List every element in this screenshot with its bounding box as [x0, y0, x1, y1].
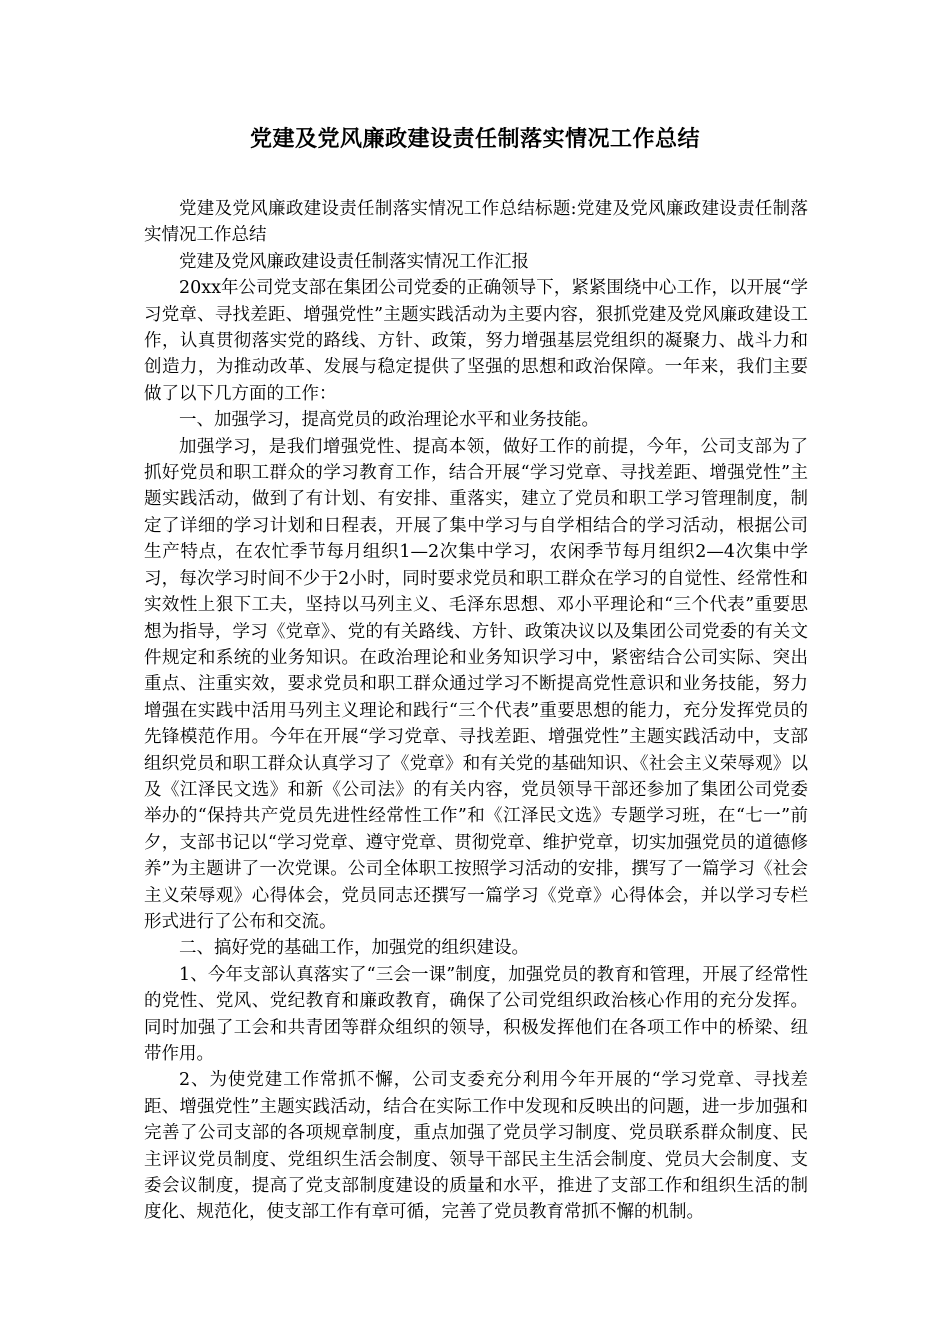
paragraph: 20xx年公司党支部在集团公司党委的正确领导下，紧紧围绕中心工作，以开展“学习党章、寻找差距、增强党性”主题实践活动为主要内容，狠抓党建及党风廉政建设工作，认真贯彻落实党的路线、方针、政策，努力增强基层党组织的凝聚力、战斗力和创造力，为推动改革、发展与稳定提供了坚强的思想和政治保障。一年来，我们主要做了以下几方面的工作：: [144, 278, 808, 404]
paragraph: 1、今年支部认真落实了“三会一课”制度，加强党员的教育和管理，开展了经常性的党性、党风、党纪教育和廉政教育，确保了公司党组织政治核心作用的充分发挥。同时加强了工会和共青团等群众组织的领导，积极发挥他们在各项工作中的桥梁、纽带作用。: [144, 964, 808, 1064]
section-heading: 一、加强学习，提高党员的政治理论水平和业务技能。: [179, 410, 599, 431]
paragraph: 党建及党风廉政建设责任制落实情况工作汇报: [179, 251, 529, 272]
paragraph: 2、为使党建工作常抓不懈，公司支委充分利用今年开展的“学习党章、寻找差距、增强党性”主题实践活动，结合在实际工作中发现和反映出的问题，进一步加强和完善了公司支部的各项规章制度，重点加强了党员学习制度、党员联系群众制度、民主评议党员制度、党组织生活会制度、领导干部民主生活会制度、党员大会制度、支委会议制度，提高了党支部制度建设的质量和水平，推进了支部工作和组织生活的制度化、规范化，使支部工作有章可循，完善了党员教育常抓不懈的机制。: [144, 1070, 808, 1223]
document-title: 党建及党风廉政建设责任制落实情况工作总结: [249, 127, 700, 152]
document-body: [144, 196, 808, 1226]
paragraph: 加强学习，是我们增强党性、提高本领，做好工作的前提，今年，公司支部为了抓好党员和职工群众的学习教育工作，结合开展“学习党章、寻找差距、增强党性”主题实践活动，做到了有计划、有安排、重落实，建立了党员和职工学习管理制度，制定了详细的学习计划和日程表，开展了集中学习与自学相结合的学习活动，根据公司生产特点，在农忙季节每月组织1—2次集中学习，农闲季节每月组织2—4次集中学习，每次学习时间不少于2小时，同时要求党员和职工群众在学习的自觉性、经常性和实效性上狠下工夫，坚持以马列主义、毛泽东思想、邓小平理论和“三个代表”重要思想为指导，学习《党章》、党的有关路线、方针、政策决议以及集团公司党委的有关文件规定和系统的业务知识。在政治理论和业务知识学习中，紧密结合公司实际、突出重点、注重实效，要求党员和职工群众通过学习不断提高党性意识和业务技能，努力增强在实践中活用马列主义理论和践行“三个代表”重要思想的能力，充分发挥党员的先锋模范作用。今年在开展“学习党章、寻找差距、增强党性”主题实践活动中，支部组织党员和职工群众认真学习了《党章》和有关党的基础知识、《社会主义荣辱观》以及《江泽民文选》和新《公司法》的有关内容，党员领导干部还参加了集团公司党委举办的“保持共产党员先进性经常性工作”和《江泽民文选》专题学习班，在“七一”前夕，支部书记以“学习党章、遵守党章、贯彻党章、维护党章，切实加强党员的道德修养”为主题讲了一次党课。公司全体职工按照学习活动的安排，撰写了一篇学习《社会主义荣辱观》心得体会，党员同志还撰写一篇学习《党章》心得体会，并以学习专栏形式进行了公布和交流。: [144, 436, 808, 932]
paragraph: 党建及党风廉政建设责任制落实情况工作总结标题:党建及党风廉政建设责任制落实情况工作总结: [144, 199, 808, 246]
section-heading: 二、搞好党的基础工作，加强党的组织建设。: [179, 938, 529, 959]
